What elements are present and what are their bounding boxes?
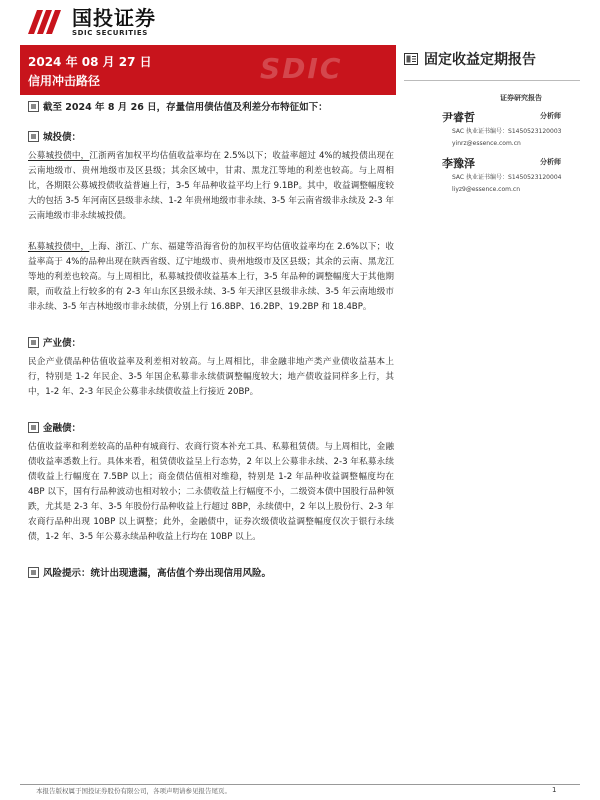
paragraph-lead: 私募城投债中， (28, 242, 90, 252)
logo-name-cn: 国投证券 (72, 5, 156, 30)
paragraph-industrial (28, 355, 394, 400)
analyst-sac-number: SAC 执业证书编号：S1450523120003 (452, 128, 562, 135)
paragraph-text: 民企产业债品种估值收益率及利差相对较高。与上周相比，非金融非地产类产业债收益基本上行，特别是 1-2 年民企、3-5 年国企私募非永续债调整幅度较大；地产债收益同样多上行，其中，1-2 年、2-3 年民企公募非永续债收益上行接近 20BP。 (28, 357, 394, 397)
analyst-email[interactable]: yinrz@essence.com.cn (452, 140, 521, 147)
analyst-name: 李豫泽 (442, 157, 475, 170)
bullet-icon (28, 422, 39, 433)
analyst-name: 尹睿哲 (442, 111, 475, 124)
analyst-role: 分析师 (540, 112, 561, 120)
footer-divider (20, 784, 580, 785)
section-title-urban-investment: 城投债： (43, 132, 82, 143)
report-body (28, 99, 394, 579)
paragraph-lead: 公募城投债中， (28, 151, 90, 161)
report-type (404, 45, 580, 73)
paragraph-public-urban (28, 149, 394, 224)
summary-headline: 截至 2024 年 8 月 26 日，存量信用债估值及利差分布特征如下： (43, 102, 328, 113)
banner-watermark: SDIC (260, 52, 343, 85)
footer-disclaimer: 本报告版权属于国投证券股份有限公司，各项声明请参见报告尾页。 (36, 787, 231, 795)
bullet-icon (28, 101, 39, 112)
report-type-icon (404, 53, 418, 65)
paragraph-text: 江浙两省加权平均估值收益率均在 2.5%以下；收益率超过 4%的城投债出现在云南地级市、贵州地级市及区县级；其余区域中，甘肃、黑龙江等地的利差也较高。与上周相比，各期限公募城投债收益普遍上行，3-5 年品种收益平均上行 9.1BP。其中，收益调整幅度较大的包括 3-5 年河南区县级非永续、1-2 年贵州地级市非永续、3-5 年云南省级非永续及 2-3 年云南地级市非永续城投债。 (28, 151, 394, 221)
paragraph-text: 估值收益率和利差较高的品种有城商行、农商行资本补充工具、私募租赁债。与上周相比，金融债收益率悉数上行。具体来看，租赁债收益呈上行态势，2 年以上公募非永续、2-3 年私募永续债收益上行幅度在 7.5BP 以上；商金债估值相对维稳，特别是 1-2 年品种收益调整幅度均在 4BP 以下，国有行品种波动也相对较小；二永债收益上行幅度不小，二级资本债中国股行品种领跌，尤其是 2-3 年、3-5 年股份行品种收益上行超过 8BP，永续债中，2 年以上股份行、2-3 年农商行品种出现 10BP 以上调整；此外，金融债中，证券次级债收益调整幅度仅次于银行永续债，1-2 年、3-5 年公募永续品种收益上行均在 10BP 以上。 (28, 442, 394, 542)
company-logo (28, 6, 156, 38)
report-date: 2024 年 08 月 27 日 (28, 55, 152, 69)
report-type-label: 固定收益定期报告 (424, 52, 536, 68)
sidebar-divider (404, 80, 580, 81)
report-kind: 证券研究报告 (500, 94, 542, 102)
bullet-icon (28, 131, 39, 142)
analyst-email[interactable]: liyz9@essence.com.cn (452, 186, 521, 193)
header-banner (20, 45, 396, 95)
analyst-sac-number: SAC 执业证书编号：S1450523120004 (452, 174, 562, 181)
paragraph-financial (28, 440, 394, 545)
page-number: 1 (552, 786, 557, 794)
paragraph-text: 上海、浙江、广东、福建等沿海省份的加权平均估值收益率均在 2.6%以下；收益率高于 4%的品种出现在陕西省级、辽宁地级市、贵州地级市及区县级；其余的云南、黑龙江等地的利差也较高。与上周相比，私募城投债收益基本上行，3-5 年品种的调整幅度大于其他期限，而收益上行较多的有 2-3 年山东区县级永续、3-5 年天津区县级非永续、3-5 年云南地级市非永续、3-5 年吉林地级市非永续债，分别上行 16.8BP、16.2BP、19.2BP 和 18.4BP。 (28, 242, 394, 312)
analyst-role: 分析师 (540, 158, 561, 166)
bullet-icon (28, 567, 39, 578)
logo-icon (28, 10, 62, 34)
paragraph-private-urban (28, 240, 394, 315)
report-title: 信用冲击路径 (28, 74, 101, 88)
section-title-industrial: 产业债： (43, 338, 82, 349)
logo-name-en: SDIC SECURITIES (72, 28, 148, 37)
bullet-icon (28, 337, 39, 348)
risk-warning: 风险提示：统计出现遗漏，高估值个券出现信用风险。 (43, 568, 272, 579)
section-title-financial: 金融债： (43, 423, 82, 434)
